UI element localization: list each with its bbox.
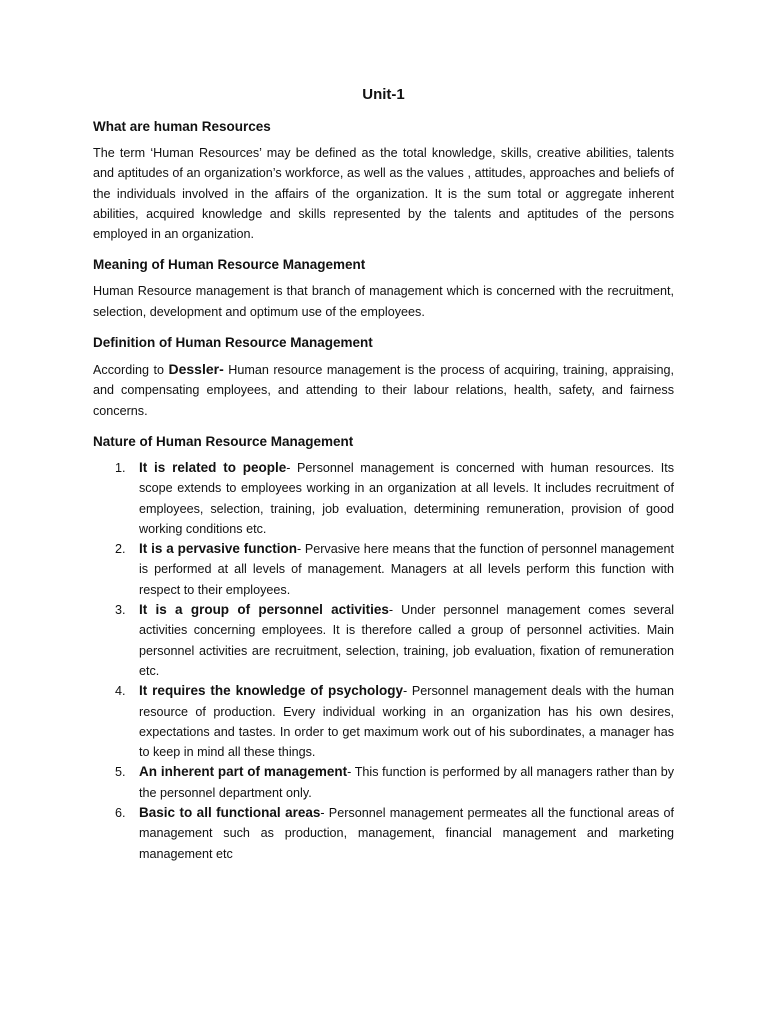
section-heading-definition: Definition of Human Resource Management [93, 335, 373, 351]
list-item-number: 1. [115, 460, 126, 475]
list-item [93, 539, 674, 600]
definition-author: Dessler- [168, 361, 224, 378]
list-item [93, 762, 674, 803]
list-item-term: It is a group of personnel activities [139, 602, 389, 618]
definition-text: Human resource management is the process of acquiring, training, appraising, and compensating employees, and attending to their labour relations, health, safety, and fairness concerns. [93, 363, 674, 418]
list-item-text: - Personnel management permeates all the functional areas of management such as production, management, financial management and marketing management etc [139, 806, 674, 861]
list-item-text: - This function is performed by all managers rather than by the personnel department only. [139, 765, 674, 800]
list-item [93, 458, 674, 539]
list-item [93, 681, 674, 762]
page-title: Unit-1 [362, 86, 405, 103]
list-item [93, 600, 674, 681]
list-item-text: - Personnel management deals with the human resource of production. Every individual working in an organization has his own desires, expectations and tastes. In order to get maximum work out of his subordinates, a manager has to keep in mind all these things. [139, 684, 674, 760]
section-body-human-resources: The term ‘Human Resources’ may be defined as the total knowledge, skills, creative abilities, talents and aptitudes of an organization’s workforce, as well as the values , attitudes, approaches and beliefs of the individuals involved in the affairs of the organization. It is the sum total or aggregate inherent abilities, acquired knowledge and skills represented by the talents and aptitudes of the persons employed in an organization. [93, 146, 674, 242]
list-item-number: 6. [115, 806, 126, 821]
section-body-meaning: Human Resource management is that branch of management which is concerned with the recruitment, selection, development and optimum use of the employees. [93, 284, 674, 319]
list-item-number: 3. [115, 603, 126, 618]
section-heading-nature: Nature of Human Resource Management [93, 433, 354, 449]
list-item-text: - Pervasive here means that the function of personnel management is performed at all levels of management. Managers at all levels perform this function with respect to their employees. [139, 542, 674, 597]
list-item-number: 5. [115, 765, 126, 780]
list-item-number: 4. [115, 684, 126, 699]
list-item-term: It is a pervasive function [139, 541, 298, 557]
nature-list [93, 458, 674, 864]
list-item-text: - Under personnel management comes several activities concerning employees. It is therefore called a group of personnel activities. Main personnel activities are recruitment, selection, training, job evaluation, fixation of remuneration etc. [139, 603, 674, 678]
list-item-term: It is related to people [139, 459, 287, 475]
list-item-number: 2. [115, 542, 126, 557]
section-heading-meaning: Meaning of Human Resource Management [93, 257, 366, 273]
section-heading-human-resources: What are human Resources [93, 119, 271, 134]
list-item-term: Basic to all functional areas [139, 805, 321, 821]
list-item [93, 803, 674, 864]
list-item-term: An inherent part of management [139, 764, 348, 780]
list-item-term: It requires the knowledge of psychology [139, 683, 403, 699]
definition-prefix: According to [93, 363, 169, 378]
section-body-definition [93, 359, 674, 421]
list-item-text: - Personnel management is concerned with human resources. Its scope extends to employees working in an organization at all levels. It includes recruitment of employees, selection, training, job evaluation, determining remuneration, provision of good working conditions etc. [139, 460, 674, 536]
